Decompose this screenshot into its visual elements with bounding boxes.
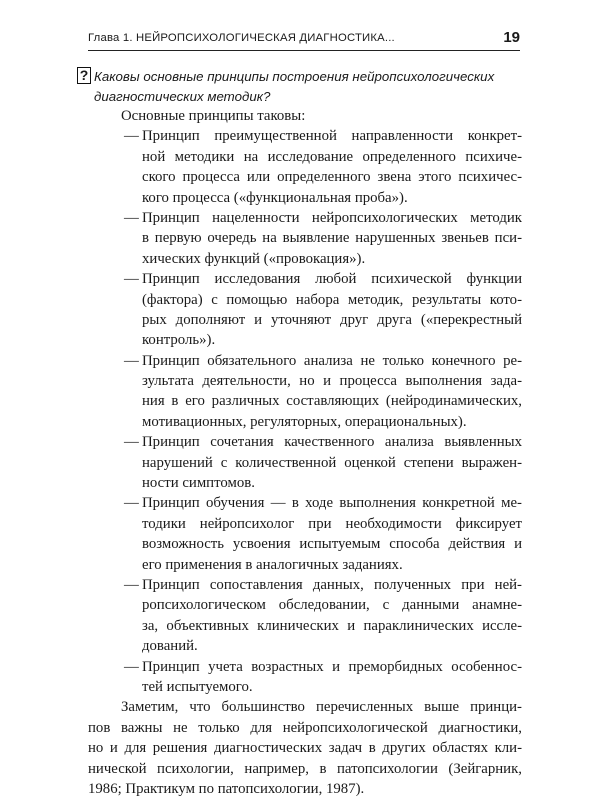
principle-line: в первую очередь на выявление нарушенных звеньев пси- — [142, 230, 522, 247]
question-heading — [94, 67, 522, 107]
principle-line: (фактора) с помощью набора методик, результаты кото- — [142, 291, 522, 308]
principle-line: — Принцип сопоставления данных, полученных при ней- — [88, 575, 522, 595]
principle-item-4 — [88, 351, 522, 433]
dash-marker: — — [124, 128, 139, 145]
paragraph-line: но и для решения диагностических задач в других областях кли- — [88, 740, 522, 757]
principle-line: — Принцип учета возрастных и преморбидных особеннос- — [88, 657, 522, 677]
paragraph-line: 1986; Практикум по патопсихологии, 1987). — [88, 780, 365, 797]
dash-marker: — — [124, 576, 139, 593]
principle-item-2 — [88, 208, 522, 269]
principle-line: — Принцип обязательного анализа не только конечного ре- — [88, 351, 522, 371]
running-title: Глава 1. НЕЙРОПСИХОЛОГИЧЕСКАЯ ДИАГНОСТИКА... — [88, 32, 395, 44]
principle-item-8 — [88, 657, 522, 698]
paragraph-line: нической психологии, например, в патопсихологии (Зейгарник, — [88, 760, 522, 777]
page-number: 19 — [503, 29, 520, 46]
principle-line: кого процесса («функциональная проба»). — [142, 189, 408, 206]
principle-line: тей испытуемого. — [142, 678, 253, 695]
paragraph-line: пов важны не только для нейропсихологической диагностики, — [88, 719, 522, 736]
principle-line: хических функций («провокация»). — [142, 250, 366, 267]
principle-line: тодики нейропсихолог при необходимости фиксирует — [142, 515, 522, 532]
principle-line: ского процесса или определенного звена этого психичес- — [142, 169, 522, 186]
paragraph-line: Заметим, что большинство перечисленных выше принци- — [121, 699, 522, 716]
principle-line: контроль»). — [142, 332, 216, 349]
question-mark-icon: ? — [77, 67, 91, 84]
principle-item-3 — [88, 269, 522, 351]
principle-line: ной методики на исследование определенного психиче- — [142, 148, 522, 165]
dash-marker: — — [124, 271, 139, 288]
principle-line: рых дополняют и уточняют друг друга («перекрестный — [142, 311, 522, 328]
question-line: диагностических методик? — [94, 89, 271, 104]
dash-marker: — — [124, 495, 139, 512]
dash-marker: — — [124, 209, 139, 226]
principle-line: — Принцип нацеленности нейропсихологических методик — [88, 208, 522, 228]
principle-item-7 — [88, 575, 522, 657]
principle-line: ния в его различных составляющих (нейродинамических, — [142, 393, 522, 410]
principle-line: возможность усвоения испытуемым способа действия и — [142, 536, 522, 553]
principle-line: его применения в аналогичных заданиях. — [142, 556, 403, 573]
principle-line: — Принцип исследования любой психической функции — [88, 269, 522, 289]
principle-line: ности симптомов. — [142, 475, 255, 492]
principle-line: нарушений с количественной оценкой степени выражен- — [142, 454, 522, 471]
principle-line: ропсихологическом обследовании, с данными анамне- — [142, 597, 522, 614]
principle-line: за, объективных клинических и параклинических иссле- — [142, 617, 522, 634]
body-text — [88, 106, 522, 799]
dash-marker: — — [124, 434, 139, 451]
principle-line: дований. — [142, 638, 198, 655]
running-header — [88, 24, 520, 51]
closing-paragraph — [88, 697, 522, 799]
principle-item-6 — [88, 493, 522, 575]
dash-marker: — — [124, 658, 139, 675]
principle-line: зультата деятельности, но и процесса выполнения зада- — [142, 373, 522, 390]
dash-marker: — — [124, 352, 139, 369]
principle-line: — Принцип сочетания качественного анализа выявленных — [88, 432, 522, 452]
principle-line: — Принцип обучения — в ходе выполнения конкретной ме- — [88, 493, 522, 513]
intro-line: Основные принципы таковы: — [121, 108, 306, 124]
question-line: Каковы основные принципы построения нейропсихологических — [94, 69, 495, 84]
principle-item-1 — [88, 126, 522, 208]
principle-line: — Принцип преимущественной направленности конкрет- — [88, 126, 522, 146]
principle-line: мотивационных, регуляторных, операциональных). — [142, 413, 467, 430]
principle-item-5 — [88, 432, 522, 493]
